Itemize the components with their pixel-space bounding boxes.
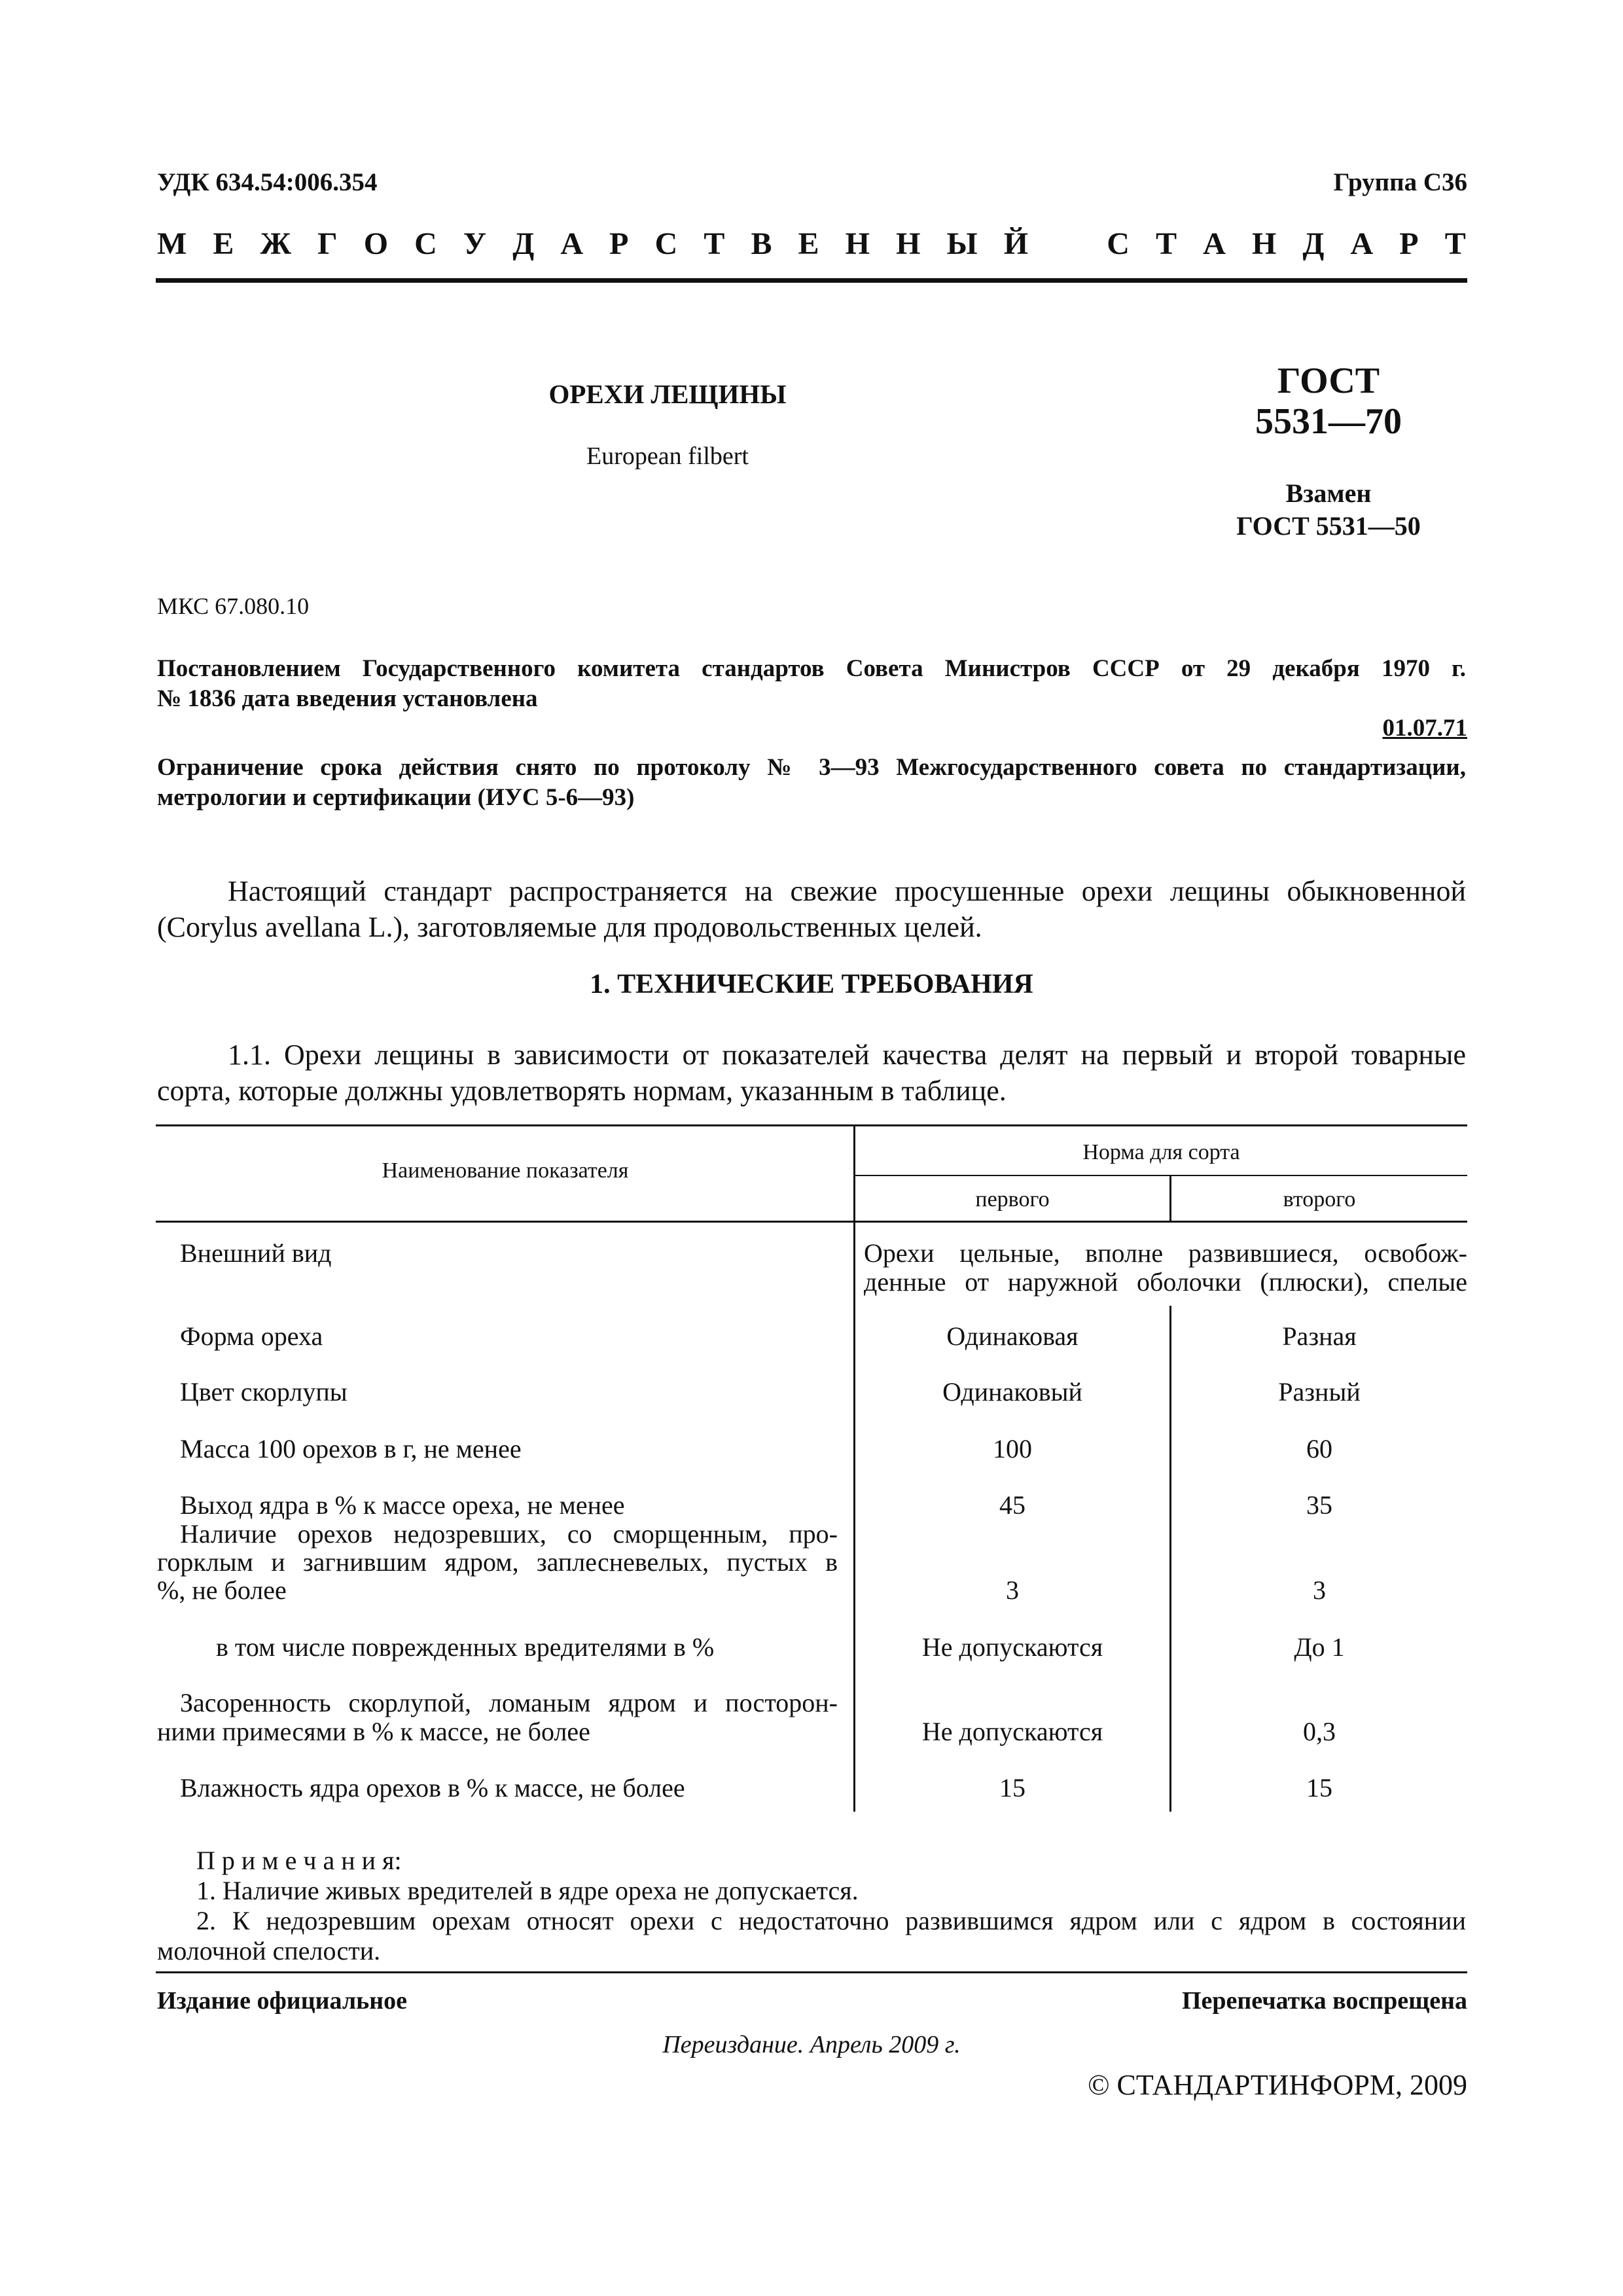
row-pests-second: До 1: [1294, 1632, 1345, 1662]
row-shape-first: Одинаковая: [946, 1321, 1079, 1351]
intro-line-1: Настоящий стандарт распространяется на свежие просушенные орехи лещины обыкновенной: [228, 875, 1466, 907]
row-impurity-second: 0,3: [1303, 1717, 1336, 1746]
document-title: ОРЕХИ ЛЕЩИНЫ: [548, 379, 787, 409]
row-shape-name: Форма ореха: [180, 1321, 323, 1351]
udk-code: УДК 634.54:006.354: [157, 168, 378, 196]
col-header-first: первого: [975, 1187, 1050, 1211]
interstate-standard-heading: [157, 226, 1466, 265]
row-moisture-first: 15: [999, 1773, 1026, 1803]
heading-letter: Г: [317, 226, 338, 261]
row-mass-name: Масса 100 орехов в г, не менее: [180, 1434, 522, 1463]
heading-letter: С: [654, 226, 678, 261]
heading-letter: О: [363, 226, 389, 261]
heading-letter: Т: [704, 226, 725, 261]
section-title: 1. ТЕХНИЧЕСКИЕ ТРЕБОВАНИЯ: [590, 969, 1033, 999]
heading-letter: Р: [609, 226, 629, 261]
row-mass-second: 60: [1306, 1434, 1332, 1463]
row-mass-first: 100: [993, 1434, 1032, 1463]
reprint-prohibited: Перепечатка воспрещена: [1181, 1987, 1467, 2015]
document-subtitle: European filbert: [586, 442, 749, 470]
row-impurity-name-2: ними примесями в % к массе, не более: [157, 1717, 590, 1746]
col-header-second: второго: [1283, 1187, 1356, 1211]
heading-letter: Р: [1399, 226, 1419, 261]
reissue-note: Переиздание. Апрель 2009 г.: [662, 2031, 961, 2058]
intro-line-2: (Corylus avellana L.), заготовляемые для продовольственных целей.: [157, 911, 982, 943]
heading-letter: Е: [798, 226, 819, 261]
heading-letter: Т: [1444, 226, 1466, 261]
table-header-mid-rule: [855, 1175, 1467, 1176]
heading-gap: [1054, 226, 1080, 265]
heading-letter: Т: [1156, 226, 1177, 261]
introduction-date: 01.07.71: [1382, 715, 1467, 742]
heading-letter: Й: [1003, 226, 1029, 261]
heading-letter: С: [414, 226, 437, 261]
gost-number: 5531—70: [1255, 401, 1402, 442]
row-moisture-name: Влажность ядра орехов в % к массе, не более: [180, 1773, 685, 1803]
footer-rule: [156, 1971, 1467, 1973]
restriction-line-2: метрологии и сертификации (ИУС 5-6—93): [157, 784, 635, 811]
row-pests-name: в том числе поврежденных вредителями в %: [216, 1632, 715, 1662]
note-2-line-2: молочной спелости.: [157, 1936, 381, 1965]
note-1: 1. Наличие живых вредителей в ядре ореха не допускается.: [196, 1876, 859, 1905]
paragraph-1-1-line-2: сорта, которые должны удовлетворять нормам, указанным в таблице.: [157, 1075, 1007, 1107]
heading-letter: А: [1203, 226, 1226, 261]
row-defects-first: 3: [1006, 1575, 1019, 1605]
row-impurity-name-1: Засоренность скорлупой, ломаным ядром и посторон-: [180, 1688, 838, 1717]
row-defects-name-3: %, не более: [157, 1575, 287, 1605]
heading-letter: А: [1350, 226, 1374, 261]
official-edition: Издание официальное: [157, 1987, 408, 2015]
heading-letter: А: [560, 226, 584, 261]
decree-line-1: Постановлением Государственного комитета стандартов Совета Министров СССР от 29 декабря 1970 г.: [157, 655, 1466, 682]
row-moisture-second: 15: [1306, 1773, 1332, 1803]
heading-letter: М: [157, 226, 187, 261]
row-appearance-value-2: денные от наружной оболочки (плюски), спелые: [864, 1267, 1467, 1297]
table-vline-1: [853, 1124, 855, 1812]
heading-letter: Ы: [946, 226, 978, 261]
copyright: © СТАНДАРТИНФОРМ, 2009: [1088, 2069, 1467, 2101]
replaces-label: Взамен: [1285, 478, 1372, 508]
group-code: Группа С36: [1333, 168, 1467, 196]
heading-letter: Д: [512, 226, 535, 261]
row-shape-second: Разная: [1282, 1321, 1357, 1351]
heading-letter: Е: [213, 226, 234, 261]
row-kernel-first: 45: [999, 1490, 1026, 1520]
note-2-line-1: 2. К недозревшим орехам относят орехи с недостаточно развившимся ядром или с ядром в состоянии: [196, 1906, 1466, 1935]
row-color-second: Разный: [1278, 1377, 1361, 1407]
row-kernel-name: Выход ядра в % к массе ореха, не менее: [180, 1490, 625, 1520]
gost-label: ГОСТ: [1277, 361, 1380, 401]
paragraph-1-1-line-1: 1.1. Орехи лещины в зависимости от показателей качества делят на первый и второй товарные: [228, 1039, 1466, 1071]
header-rule: [156, 278, 1467, 283]
row-pests-first: Не допускаются: [921, 1632, 1103, 1662]
heading-letter: Д: [1302, 226, 1325, 261]
row-defects-name-1: Наличие орехов недозревших, со сморщенным, про-: [180, 1519, 838, 1549]
col-header-norm: Норма для сорта: [1082, 1140, 1240, 1164]
row-appearance-value-1: Орехи цельные, вполне развившиеся, освобож-: [864, 1238, 1467, 1268]
replaces-number: ГОСТ 5531—50: [1236, 511, 1421, 541]
row-color-name: Цвет скорлупы: [180, 1377, 348, 1407]
row-defects-second: 3: [1313, 1575, 1326, 1605]
heading-letter: Ж: [260, 226, 291, 261]
heading-letter: В: [751, 226, 772, 261]
row-impurity-first: Не допускаются: [921, 1717, 1103, 1746]
notes-title: П р и м е ч а н и я:: [196, 1846, 402, 1875]
row-appearance-name: Внешний вид: [180, 1238, 332, 1268]
heading-letter: Н: [896, 226, 921, 261]
row-kernel-second: 35: [1306, 1490, 1332, 1520]
heading-letter: У: [463, 226, 487, 261]
row-color-first: Одинаковый: [942, 1377, 1082, 1407]
heading-letter: Н: [845, 226, 870, 261]
decree-line-2: № 1836 дата введения установлена: [157, 685, 538, 712]
col-header-name: Наименование показателя: [382, 1158, 629, 1183]
restriction-line-1: Ограничение срока действия снято по протоколу № 3—93 Межгосударственного совета по стандартизации,: [157, 754, 1466, 781]
mks-code: МКС 67.080.10: [157, 593, 310, 619]
heading-letter: Н: [1251, 226, 1277, 261]
table-header-bottom-rule: [156, 1221, 1467, 1223]
row-defects-name-2: горклым и загнившим ядром, заплесневелых, пустых в: [157, 1547, 838, 1577]
heading-letter: С: [1107, 226, 1130, 261]
table-top-rule: [156, 1124, 1467, 1126]
